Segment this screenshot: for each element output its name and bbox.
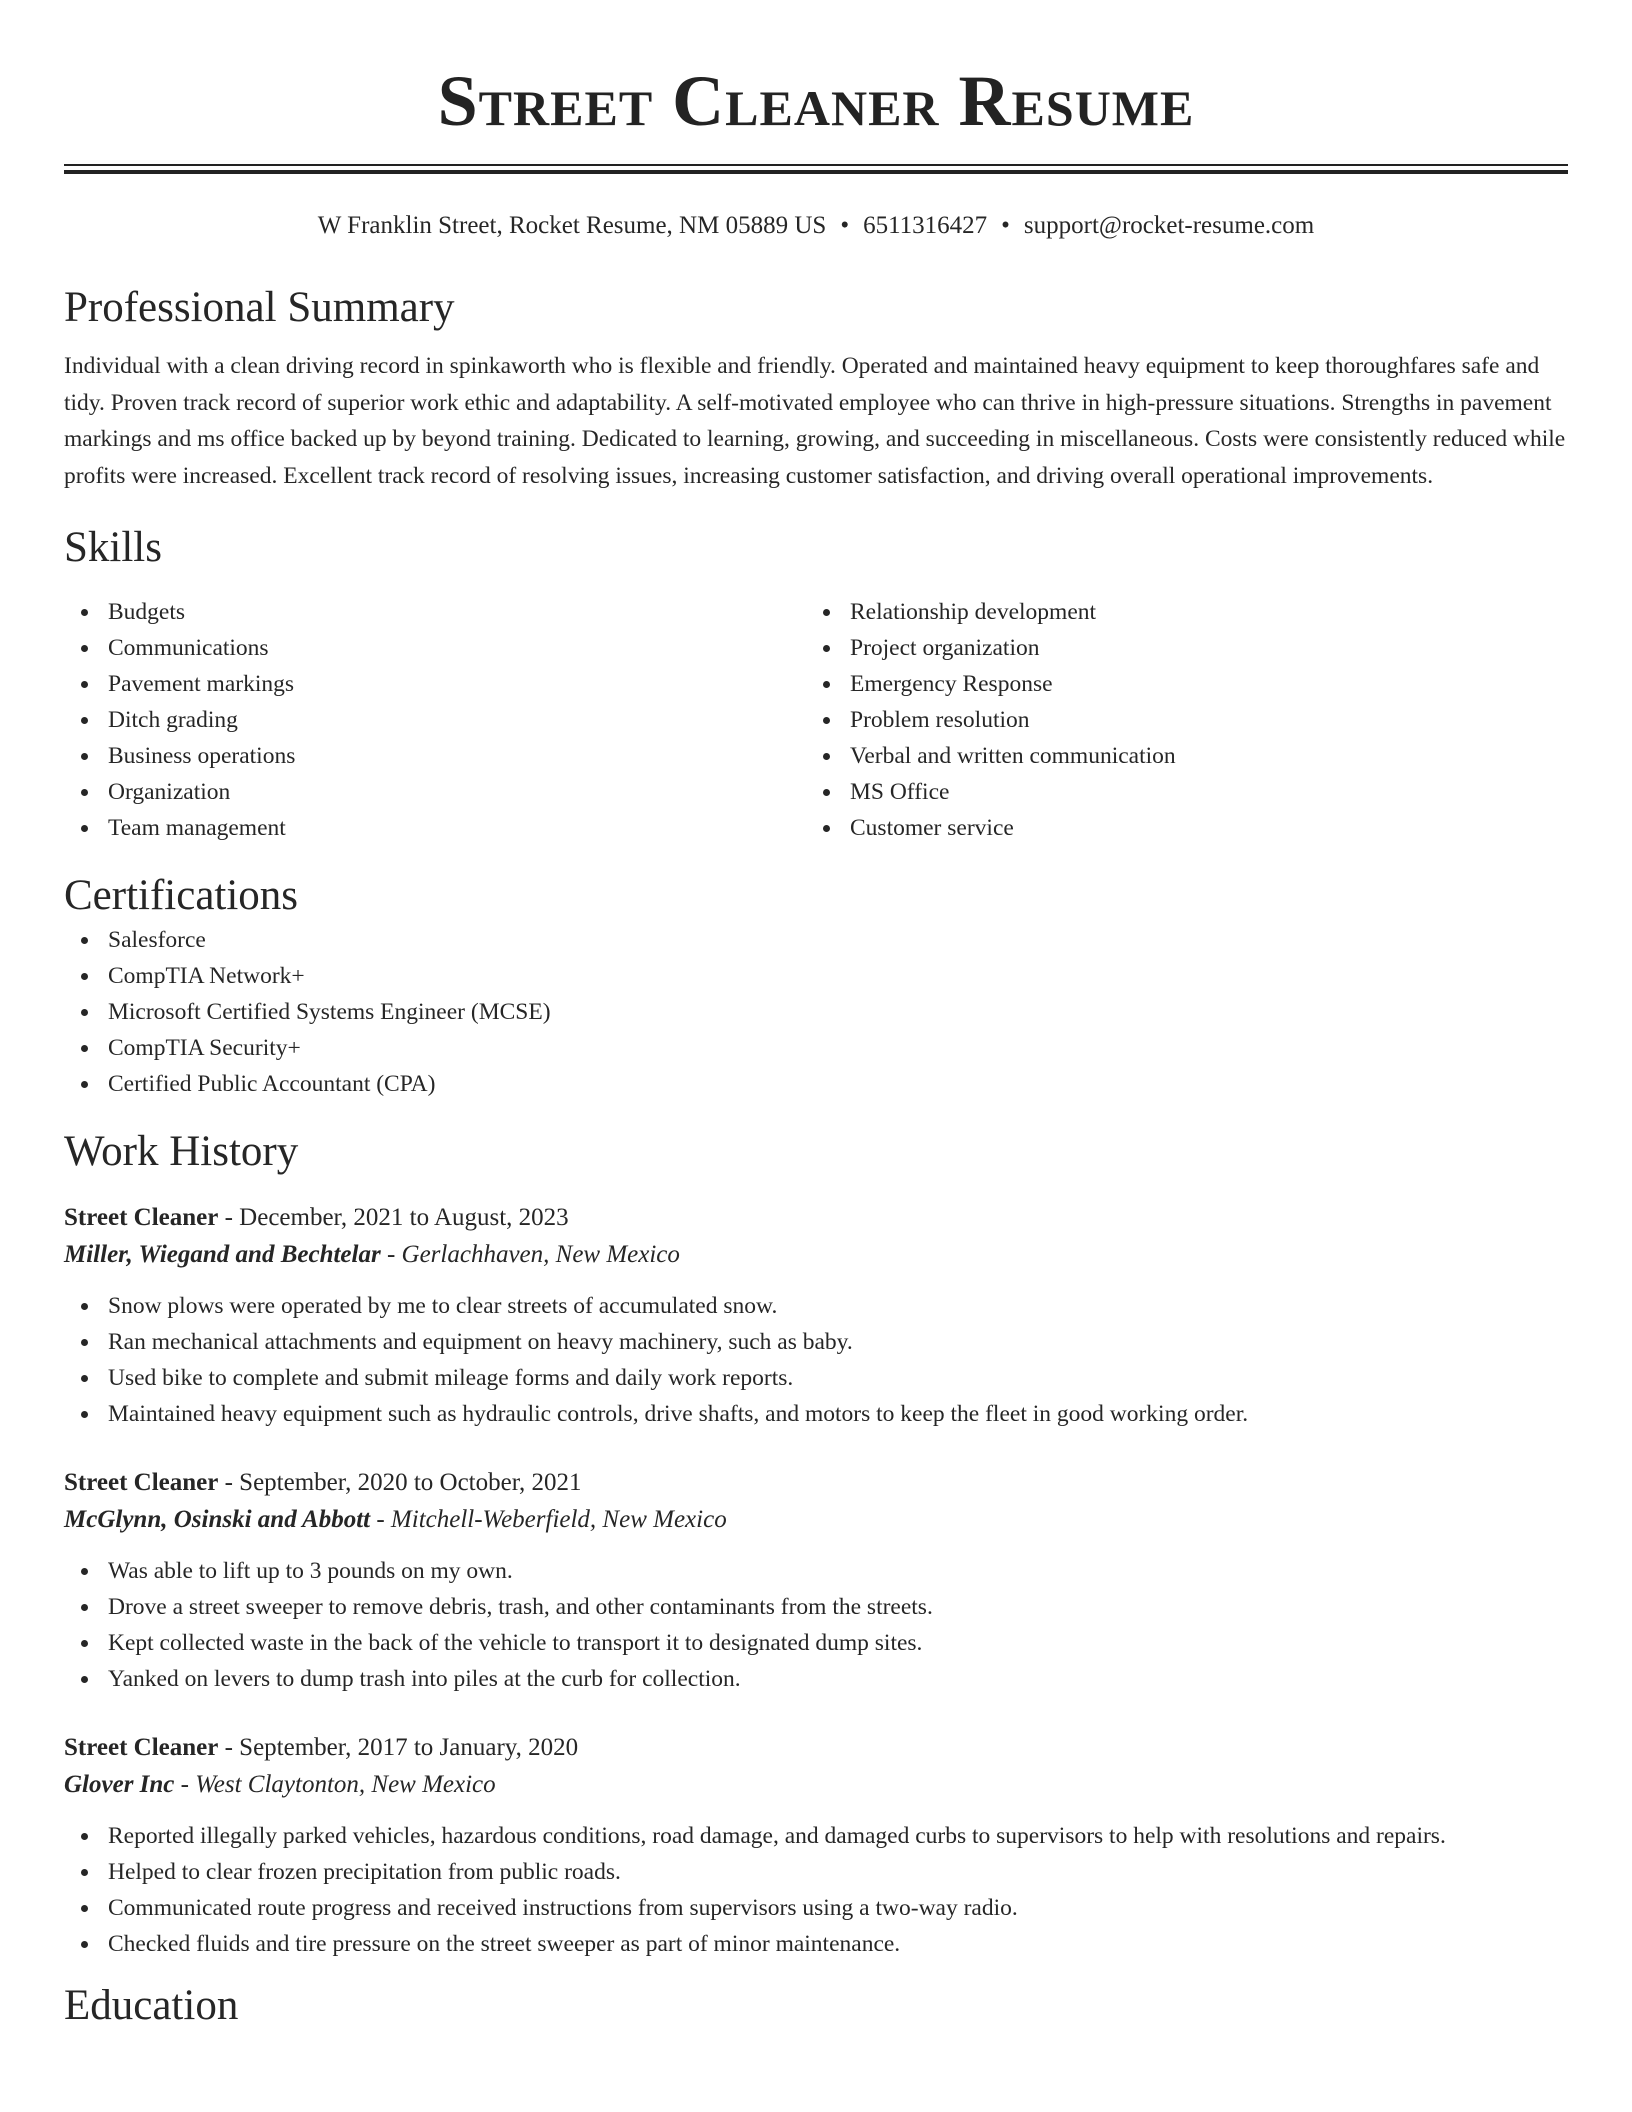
certifications-list (64, 922, 1568, 1102)
job-location: West Claytonton, New Mexico (195, 1771, 496, 1798)
job-dash: - (174, 1771, 196, 1798)
work-history-heading: Work History (64, 1128, 299, 1175)
job-dates: September, 2017 to January, 2020 (239, 1734, 579, 1761)
contact-separator: • (840, 212, 850, 239)
summary-text: Individual with a clean driving record in spinkaworth who is flexible and friendly. Operated and maintained heavy equipment to keep thoroughfares safe and tidy. Proven track record of superior work ethic and adaptability. A self-motivated employee who can thrive in high-pressure situations. Strengths in pavement markings and ms office backed up by beyond training. Dedicated to learning, growing, and succeeding in miscellaneous. Costs were consistently reduced while profits were increased. Excellent track record of resolving issues, increasing customer satisfaction, and driving overall operational improvements. (64, 353, 1566, 489)
job-duty: Ran mechanical attachments and equipment on heavy machinery, such as baby. (64, 1324, 1568, 1360)
job-header (64, 1730, 1568, 1766)
skill-item: Emergency Response (806, 666, 1548, 702)
job-duty: Snow plows were operated by me to clear streets of accumulated snow. (64, 1288, 1568, 1324)
job-dates: September, 2020 to October, 2021 (239, 1469, 582, 1496)
skill-item: Pavement markings (64, 666, 806, 702)
contact-phone: 6511316427 (863, 212, 988, 239)
job-entry (64, 1200, 1568, 1432)
skills-list-right (806, 594, 1548, 846)
education-section (64, 1980, 1568, 2032)
summary-section (64, 282, 1568, 494)
skills-columns (64, 594, 1568, 846)
skill-item: Problem resolution (806, 702, 1548, 738)
contact-separator: • (1001, 212, 1010, 239)
skills-list-left (64, 594, 806, 846)
job-duties (64, 1818, 1568, 1962)
skill-item: Business operations (64, 738, 806, 774)
job-header (64, 1465, 1568, 1501)
title-divider (64, 164, 1568, 174)
job-duty: Helped to clear frozen precipitation from public roads. (64, 1854, 1568, 1890)
job-duty: Drove a street sweeper to remove debris, trash, and other contaminants from the streets. (64, 1589, 1568, 1625)
job-duty: Maintained heavy equipment such as hydraulic controls, drive shafts, and motors to keep the fleet in good working order. (64, 1396, 1568, 1432)
job-duty: Checked fluids and tire pressure on the street sweeper as part of minor maintenance. (64, 1926, 1568, 1962)
skill-item: MS Office (806, 774, 1548, 810)
job-location: Mitchell-Weberfield, New Mexico (390, 1506, 727, 1533)
contact-email: support@rocket-resume.com (1023, 212, 1315, 239)
job-duty: Kept collected waste in the back of the vehicle to transport it to designated dump sites. (64, 1625, 1568, 1661)
certification-item: Salesforce (64, 922, 1568, 958)
job-title: Street Cleaner (64, 1469, 219, 1496)
job-employer (64, 1766, 1568, 1804)
job-employer (64, 1236, 1568, 1274)
job-duty: Was able to lift up to 3 pounds on my own. (64, 1553, 1568, 1589)
job-duty: Yanked on levers to dump trash into piles at the curb for collection. (64, 1661, 1568, 1697)
contact-address: W Franklin Street, Rocket Resume, NM 05889 US (317, 212, 827, 239)
job-dash: - (218, 1204, 240, 1231)
certifications-section (64, 870, 1568, 1102)
education-heading: Education (64, 1982, 239, 2029)
job-location: Gerlachhaven, New Mexico (401, 1241, 680, 1268)
skills-heading: Skills (64, 524, 162, 571)
skill-item: Relationship development (806, 594, 1548, 630)
skill-item: Communications (64, 630, 806, 666)
job-duty: Reported illegally parked vehicles, hazardous conditions, road damage, and damaged curbs to supervisors to help with resolutions and repairs. (64, 1818, 1568, 1854)
job-company: Glover Inc (64, 1771, 175, 1798)
job-dash: - (218, 1469, 240, 1496)
work-history-section (64, 1126, 1568, 1962)
job-dash: - (380, 1241, 402, 1268)
skill-item: Verbal and written communication (806, 738, 1548, 774)
job-title: Street Cleaner (64, 1734, 219, 1761)
resume-title: Street Cleaner Resume (437, 61, 1195, 141)
job-company: McGlynn, Osinski and Abbott (64, 1506, 371, 1533)
certification-item: CompTIA Security+ (64, 1030, 1568, 1066)
job-header (64, 1200, 1568, 1236)
job-duty: Communicated route progress and received instructions from supervisors using a two-way radio. (64, 1890, 1568, 1926)
certification-item: CompTIA Network+ (64, 958, 1568, 994)
summary-heading: Professional Summary (64, 284, 455, 331)
skill-item: Project organization (806, 630, 1548, 666)
job-duty: Used bike to complete and submit mileage forms and daily work reports. (64, 1360, 1568, 1396)
job-duties (64, 1553, 1568, 1697)
job-title: Street Cleaner (64, 1204, 219, 1231)
skill-item: Ditch grading (64, 702, 806, 738)
skills-section (64, 522, 1568, 846)
skill-item: Budgets (64, 594, 806, 630)
job-dash: - (218, 1734, 240, 1761)
job-entry (64, 1730, 1568, 1962)
contact-line (64, 210, 1568, 242)
job-duties (64, 1288, 1568, 1432)
job-entry (64, 1465, 1568, 1697)
skill-item: Team management (64, 810, 806, 846)
job-company: Miller, Wiegand and Bechtelar (64, 1241, 381, 1268)
job-dash: - (370, 1506, 391, 1533)
job-dates: December, 2021 to August, 2023 (239, 1204, 569, 1231)
skill-item: Organization (64, 774, 806, 810)
certification-item: Microsoft Certified Systems Engineer (MCSE) (64, 994, 1568, 1030)
certification-item: Certified Public Accountant (CPA) (64, 1066, 1568, 1102)
job-employer (64, 1501, 1568, 1539)
certifications-heading: Certifications (64, 872, 299, 919)
skill-item: Customer service (806, 810, 1548, 846)
